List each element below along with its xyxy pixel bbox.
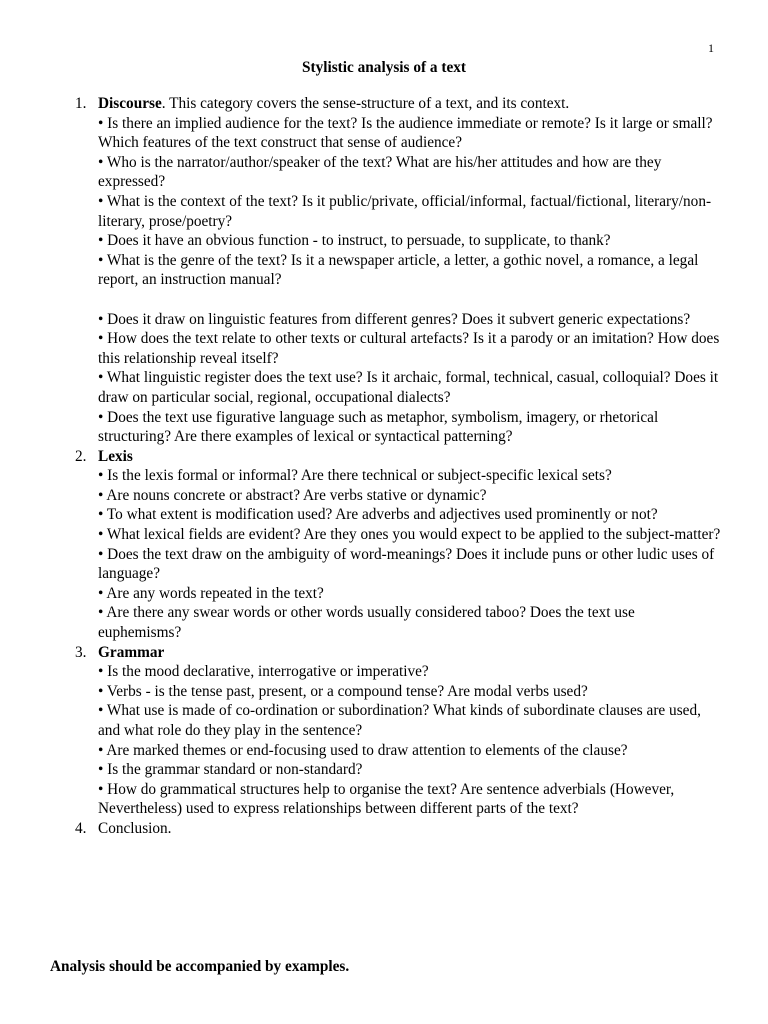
- page-number: 1: [708, 41, 714, 55]
- document-title: Stylistic analysis of a text: [301, 59, 466, 76]
- section-grammar: [71, 643, 721, 819]
- bullet-item: • Are there any swear words or other words usually considered taboo? Does the text use euphemisms?: [98, 604, 635, 642]
- section-title: Discourse: [98, 95, 162, 112]
- analysis-outline: [71, 94, 721, 839]
- bullet-item: • What linguistic register does the text use? Is it archaic, formal, technical, casual, colloquial? Does it draw on particular social, regional, occupational dialects?: [98, 369, 719, 406]
- section-lexis: [71, 447, 721, 643]
- section-number: 1.: [75, 95, 87, 112]
- bullet-item: • Are nouns concrete or abstract? Are verbs stative or dynamic?: [98, 486, 487, 504]
- section-heading: [98, 819, 721, 839]
- bullet-item: • How do grammatical structures help to organise the text? Are sentence adverbials (However, Nevertheless) used to express relationships between different parts of the text?: [98, 780, 675, 818]
- bullet-item: • To what extent is modification used? Are adverbs and adjectives used prominently or not?: [98, 506, 658, 524]
- bullet-item: • What use is made of co-ordination or subordination? What kinds of subordinate clauses are used, and what role do they play in the sentence?: [98, 702, 701, 739]
- bullet-item: • Is the lexis formal or informal? Are there technical or subject-specific lexical sets?: [98, 467, 612, 485]
- section-heading: [98, 643, 721, 663]
- bullet-item: • Is the mood declarative, interrogative or imperative?: [98, 663, 429, 681]
- section-number: 2.: [75, 447, 87, 465]
- bullet-item: • Are marked themes or end-focusing used to draw attention to elements of the clause?: [98, 741, 628, 759]
- section-discourse: [71, 94, 721, 447]
- section-number: 4.: [75, 819, 87, 837]
- bullet-item: • What is the context of the text? Is it public/private, official/informal, factual/fictional, literary/non-literary, prose/poetry?: [98, 192, 712, 230]
- section-heading: [98, 447, 721, 467]
- section-title: Grammar: [98, 643, 165, 661]
- closing-note: Analysis should be accompanied by examples.: [50, 958, 350, 975]
- bullet-item: • Are any words repeated in the text?: [98, 584, 324, 602]
- bullet-item: • Is the grammar standard or non-standard?: [98, 761, 363, 779]
- bullet-item: • What lexical fields are evident? Are they ones you would expect to be applied to the subject-matter?: [98, 526, 721, 544]
- bullet-item: • How does the text relate to other texts or cultural artefacts? Is it a parody or an imitation? How does this relationship reveal itself?: [98, 330, 720, 367]
- bullet-item: • What is the genre of the text? Is it a newspaper article, a letter, a gothic novel, a romance, a legal report, an instruction manual?: [98, 251, 699, 289]
- section-conclusion: [71, 819, 721, 839]
- bullet-item: • Who is the narrator/author/speaker of the text? What are his/her attitudes and how are they expressed?: [98, 153, 662, 191]
- bullet-item: • Does the text use figurative language such as metaphor, symbolism, imagery, or rhetorical structuring? Are there examples of lexical or syntactical patterning?: [98, 408, 659, 446]
- section-intro: . This category covers the sense-structure of a text, and its context.: [161, 95, 570, 112]
- section-title: Conclusion.: [98, 819, 172, 837]
- bullet-item: • Does the text draw on the ambiguity of word-meanings? Does it include puns or other ludic uses of language?: [98, 545, 715, 583]
- bullet-item: • Does it draw on linguistic features from different genres? Does it subvert generic expectations?: [98, 310, 691, 328]
- section-title: Lexis: [98, 447, 133, 465]
- bullet-item: • Verbs - is the tense past, present, or a compound tense? Are modal verbs used?: [98, 682, 588, 700]
- bullet-item: • Is there an implied audience for the text? Is the audience immediate or remote? Is it large or small? Which features of the text construct that sense of audience?: [98, 114, 713, 152]
- bullet-item: • Does it have an obvious function - to instruct, to persuade, to supplicate, to thank?: [98, 232, 611, 250]
- section-heading: [98, 94, 721, 114]
- section-number: 3.: [75, 643, 87, 661]
